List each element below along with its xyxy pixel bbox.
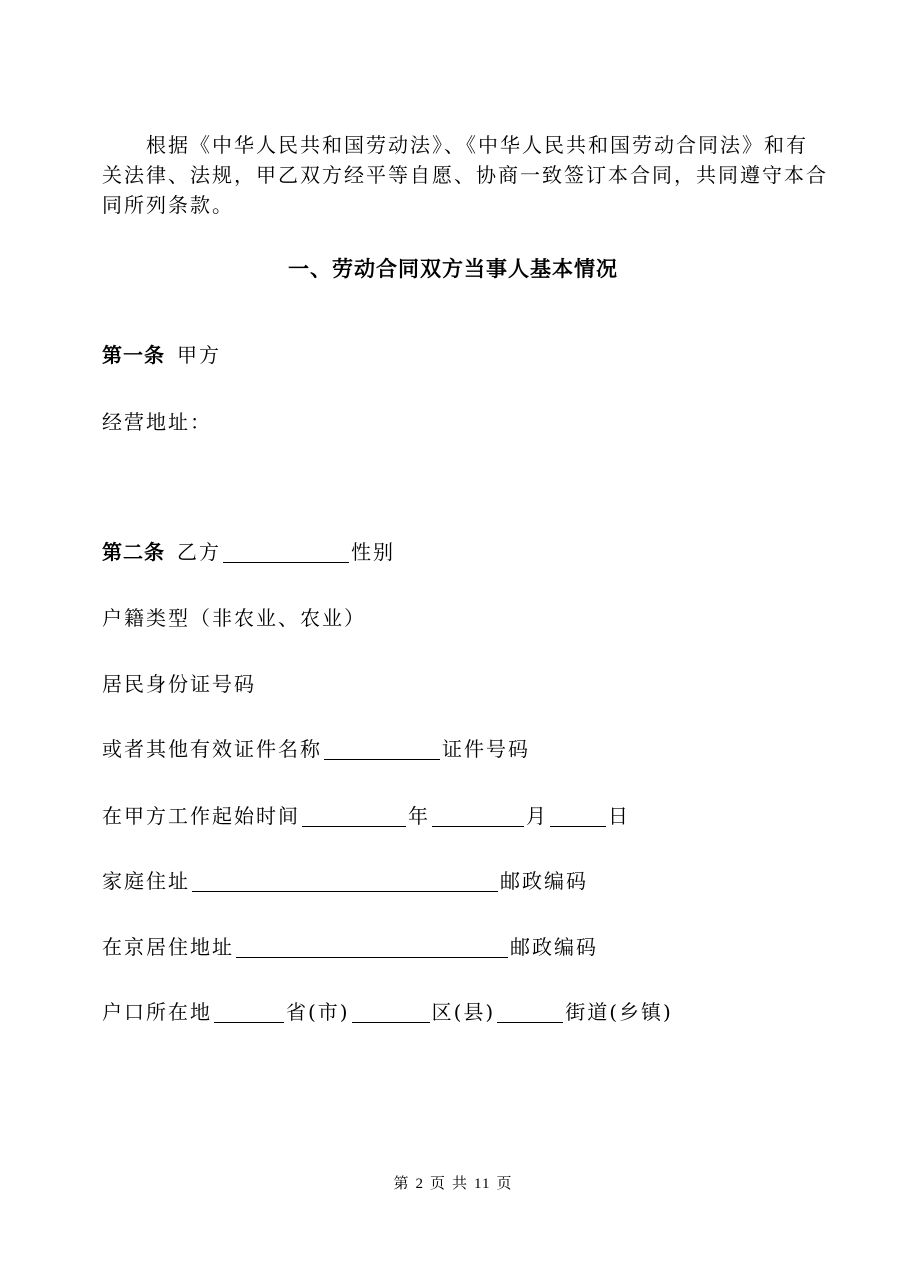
province-label: 省(市) (286, 1000, 350, 1024)
footer-ye: 页 (430, 1176, 447, 1192)
home-address-label: 家庭住址 (102, 869, 190, 893)
beijing-address-label: 在京居住地址 (102, 935, 234, 959)
hukou-location-label: 户口所在地 (102, 1000, 212, 1024)
other-cert-name-blank[interactable] (324, 737, 440, 760)
footer-di: 第 (393, 1176, 410, 1192)
footer-gong: 共 (452, 1176, 469, 1192)
party-a-label: 甲方 (177, 343, 221, 367)
footer-ye-2: 页 (496, 1176, 513, 1192)
article-1-line (102, 340, 806, 370)
other-cert-line (102, 734, 806, 764)
hukou-type-label: 户籍类型（非农业、农业） (102, 606, 366, 630)
street-label: 街道(乡镇) (565, 1000, 673, 1024)
year-blank[interactable] (302, 804, 406, 827)
year-label: 年 (408, 804, 430, 828)
month-label: 月 (526, 804, 548, 828)
hukou-type-line (102, 603, 806, 633)
article-2-number: 第二条 (102, 540, 165, 564)
intro-line-1: 根据《中华人民共和国劳动法》、《中华人民共和国劳动合同法》和有 (102, 133, 808, 157)
day-blank[interactable] (550, 804, 606, 827)
section-title: 一、劳动合同双方当事人基本情况 (288, 257, 618, 281)
postcode-label: 邮政编码 (500, 869, 588, 893)
party-b-label: 乙方 (177, 540, 221, 564)
district-blank[interactable] (352, 1000, 430, 1023)
start-time-line (102, 801, 806, 831)
intro-paragraph (102, 130, 828, 220)
month-blank[interactable] (432, 804, 524, 827)
gender-label: 性别 (351, 540, 395, 564)
home-address-blank[interactable] (192, 869, 498, 892)
total-pages: 11 (474, 1176, 491, 1192)
page-number: 2 (415, 1176, 424, 1192)
other-cert-label: 或者其他有效证件名称 (102, 737, 322, 761)
article-1-number: 第一条 (102, 343, 165, 367)
business-address-label: 经营地址： (102, 410, 212, 434)
district-label: 区(县) (431, 1000, 496, 1024)
intro-line-2: 关法律、法规，甲乙双方经平等自愿、协商一致签订本合同，共同遵守本合 (102, 163, 828, 187)
start-time-label: 在甲方工作起始时间 (102, 804, 300, 828)
postcode-2-label: 邮政编码 (510, 935, 598, 959)
day-label: 日 (608, 804, 630, 828)
party-b-name-blank[interactable] (223, 540, 349, 563)
id-number-line (102, 669, 806, 699)
page-footer (0, 1172, 906, 1193)
article-2-line (102, 537, 806, 567)
beijing-address-blank[interactable] (236, 935, 508, 958)
beijing-address-line (102, 932, 806, 962)
street-blank[interactable] (497, 1000, 563, 1023)
home-address-line (102, 866, 806, 896)
business-address-line (102, 407, 806, 437)
cert-number-label: 证件号码 (442, 737, 530, 761)
hukou-location-line (102, 997, 806, 1027)
province-blank[interactable] (214, 1000, 284, 1023)
id-number-label: 居民身份证号码 (102, 672, 256, 696)
intro-line-3: 同所列条款。 (102, 193, 234, 217)
